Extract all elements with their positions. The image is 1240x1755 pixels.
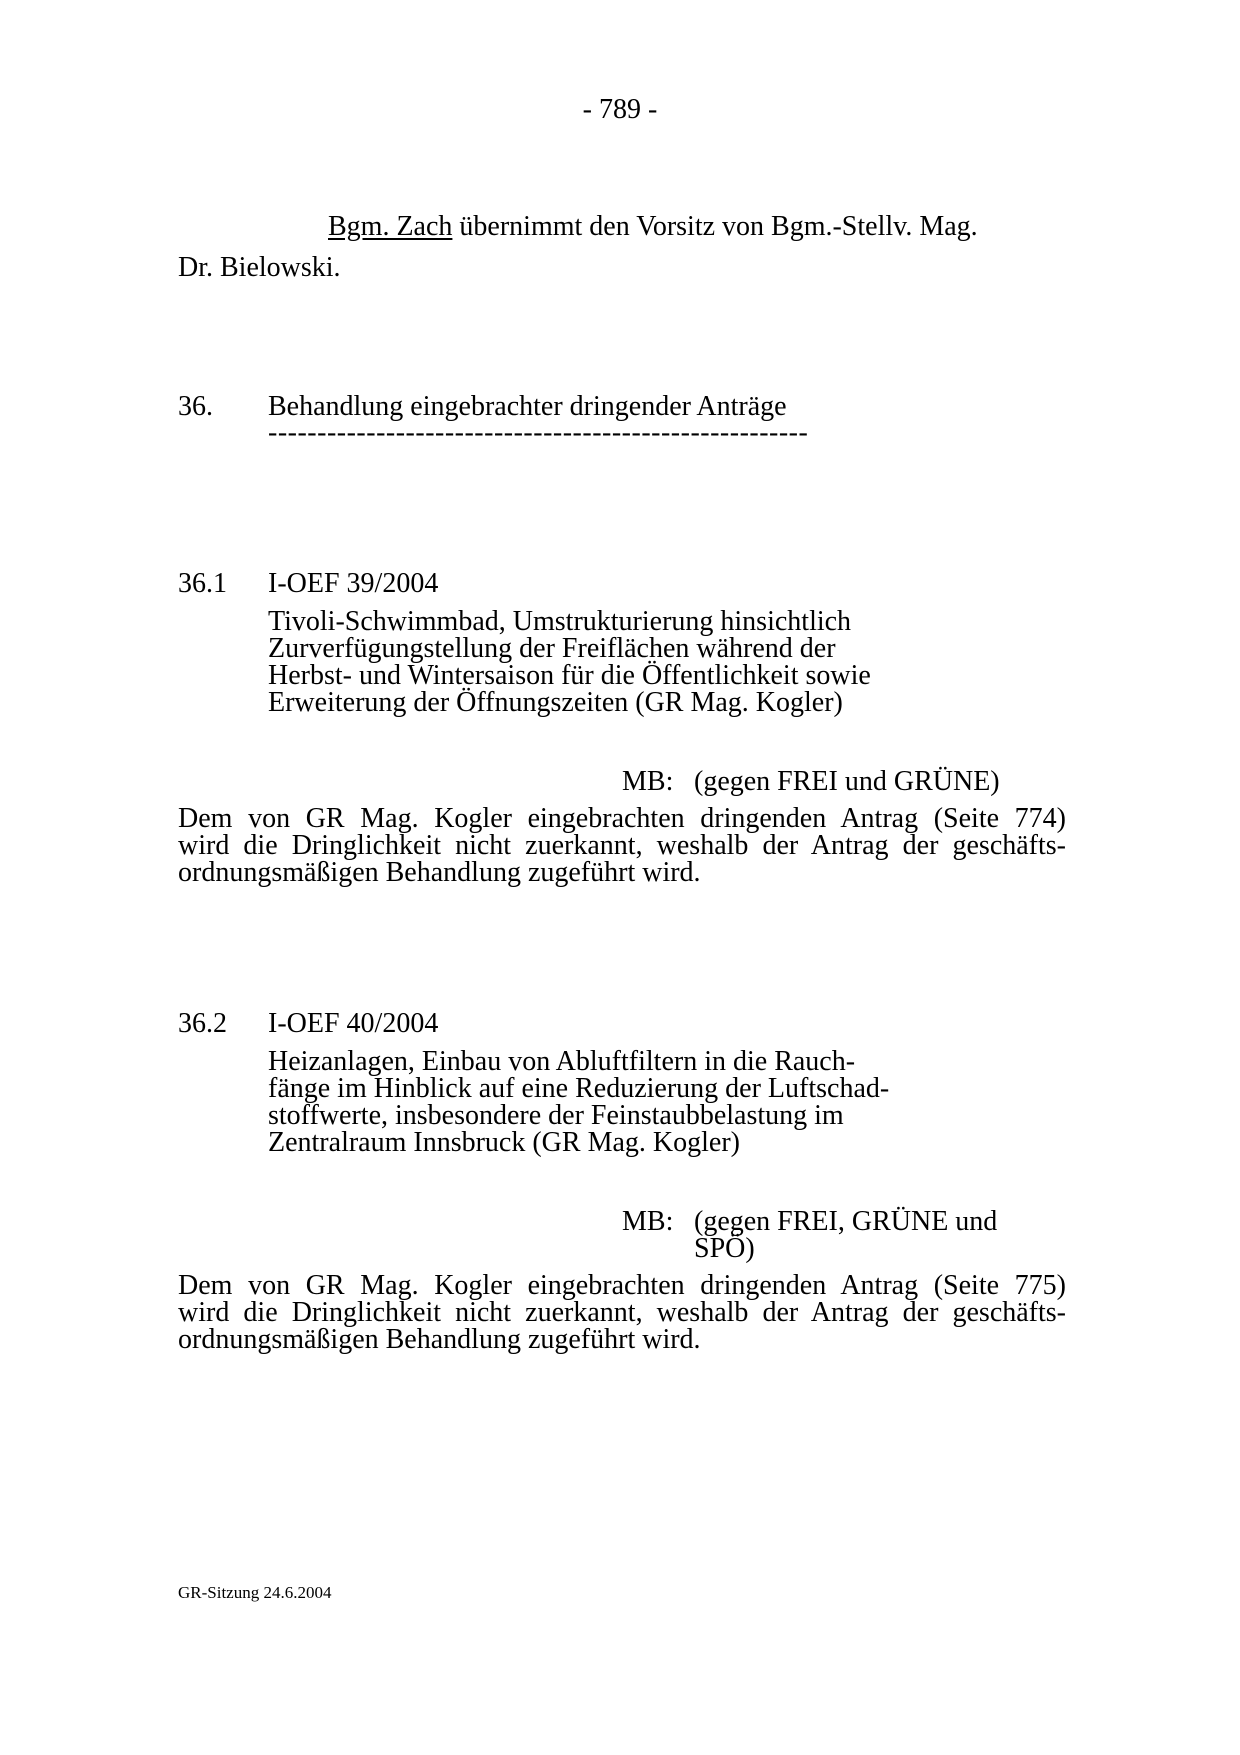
chair-change-line — [328, 213, 978, 241]
subject-line: Zentralraum Innsbruck (GR Mag. Kogler) — [268, 1127, 740, 1158]
item-subject — [268, 608, 871, 716]
section-title-underline: ------------------------------------------------------- — [268, 417, 809, 448]
decision-line: ordnungsmäßigen Behandlung zugeführt wird. — [178, 1324, 701, 1355]
subject-line: fänge im Hinblick auf eine Reduzierung der Luftschad- — [268, 1073, 890, 1104]
decision-line: ordnungsmäßigen Behandlung zugeführt wird. — [178, 857, 701, 888]
decision-line: wird die Dringlichkeit nicht zuerkannt, weshalb der Antrag der geschäfts- — [178, 830, 1066, 861]
item-code: I-OEF 40/2004 — [268, 1008, 439, 1039]
section-title: Behandlung eingebrachter dringender Anträge — [268, 391, 787, 422]
decision-line: Dem von GR Mag. Kogler eingebrachten dringenden Antrag (Seite 774) — [178, 803, 1066, 834]
item-subject — [268, 1048, 889, 1156]
mb-line: SPÖ) — [694, 1233, 755, 1264]
mb-line: (gegen FREI und GRÜNE) — [694, 766, 1000, 797]
decision-paragraph — [178, 805, 1066, 886]
mb-line: (gegen FREI, GRÜNE und — [694, 1206, 998, 1237]
subject-line: stoffwerte, insbesondere der Feinstaubbelastung im — [268, 1100, 844, 1131]
decision-line: wird die Dringlichkeit nicht zuerkannt, weshalb der Antrag der geschäfts- — [178, 1297, 1066, 1328]
mb-label: MB: — [622, 1206, 674, 1237]
item-number: 36.1 — [178, 568, 227, 599]
mb-vote-note — [694, 1208, 997, 1262]
item-number: 36.2 — [178, 1008, 227, 1039]
subject-line: Tivoli-Schwimmbad, Umstrukturierung hinsichtlich — [268, 606, 852, 637]
section-number: 36. — [178, 391, 213, 422]
chair-change-text: übernimmt den Vorsitz von Bgm.-Stellv. Mag. — [452, 211, 978, 242]
page-footer: GR-Sitzung 24.6.2004 — [178, 1583, 332, 1602]
subject-line: Zurverfügungstellung der Freiflächen während der — [268, 633, 836, 664]
item-code: I-OEF 39/2004 — [268, 568, 439, 599]
mb-label: MB: — [622, 766, 674, 797]
chair-change-continuation: Dr. Bielowski. — [178, 252, 341, 283]
speaker-name: Bgm. Zach — [328, 211, 453, 242]
mb-vote-note — [694, 768, 1000, 795]
page-number: - 789 - — [582, 94, 658, 125]
subject-line: Heizanlagen, Einbau von Abluftfiltern in die Rauch- — [268, 1046, 856, 1077]
decision-paragraph — [178, 1272, 1066, 1353]
decision-line: Dem von GR Mag. Kogler eingebrachten dringenden Antrag (Seite 775) — [178, 1270, 1066, 1301]
subject-line: Erweiterung der Öffnungszeiten (GR Mag. Kogler) — [268, 687, 843, 718]
subject-line: Herbst- und Wintersaison für die Öffentlichkeit sowie — [268, 660, 871, 691]
